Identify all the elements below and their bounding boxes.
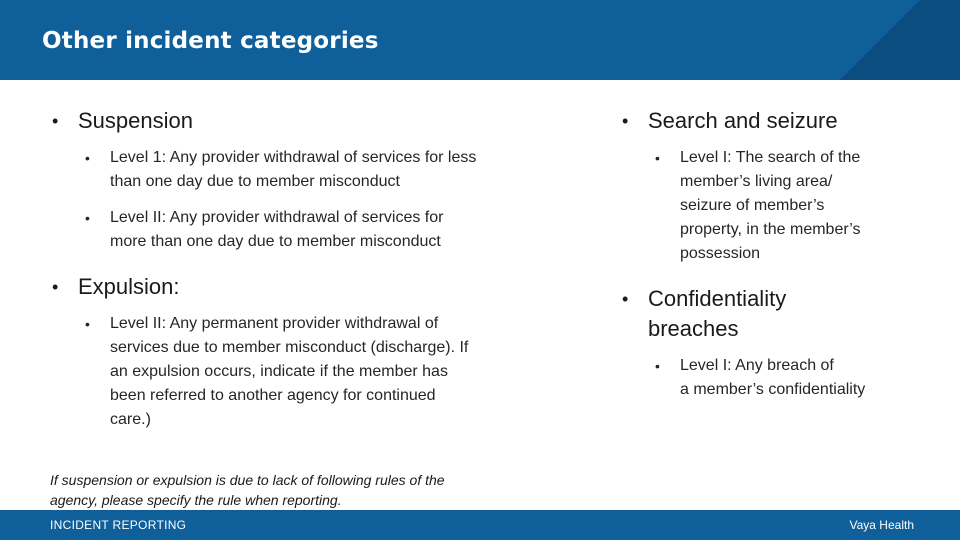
text-line: • Level I: The search of the xyxy=(680,149,861,166)
search-seizure-item xyxy=(622,146,942,266)
footer-bar xyxy=(0,510,960,540)
text-line: seizure of member’s xyxy=(680,197,825,214)
page-title: Other incident categories xyxy=(42,28,379,54)
expulsion-heading: • Expulsion: xyxy=(52,272,552,302)
text-line: • Level 1: Any provider withdrawal of services for less xyxy=(110,149,477,166)
text-line: a member’s confidentiality xyxy=(680,381,866,398)
banner-decoration xyxy=(800,0,960,80)
text-line: property, in the member’s xyxy=(680,221,861,238)
text-line: care.) xyxy=(110,411,151,428)
left-column xyxy=(52,106,552,432)
text-line: an expulsion occurs, indicate if the member has xyxy=(110,363,448,380)
footnote-line: agency, please specify the rule when reporting. xyxy=(50,492,342,508)
right-column xyxy=(622,106,942,402)
text-line: services due to member misconduct (discharge). If xyxy=(110,339,469,356)
footer-section-label: INCIDENT REPORTING xyxy=(50,518,187,532)
suspension-level2-item xyxy=(52,206,552,254)
confidentiality-item xyxy=(622,354,942,402)
text-line: possession xyxy=(680,245,761,262)
text-line: member’s living area/ xyxy=(680,173,833,190)
expulsion-level2-item xyxy=(52,312,552,432)
search-seizure-heading: • Search and seizure xyxy=(622,106,942,136)
title-banner xyxy=(0,0,960,80)
confidentiality-heading xyxy=(622,284,942,344)
text-line: than one day due to member misconduct xyxy=(110,173,400,190)
text-line: more than one day due to member misconduct xyxy=(110,233,441,250)
footnote xyxy=(50,470,510,510)
text-line: • Level II: Any permanent provider withdrawal of xyxy=(110,315,439,332)
heading-line: • Confidentiality xyxy=(648,286,787,311)
footnote-line: If suspension or expulsion is due to lack of following rules of the xyxy=(50,472,445,488)
suspension-heading: • Suspension xyxy=(52,106,552,136)
footer-brand: Vaya Health xyxy=(849,518,914,532)
text-line: • Level II: Any provider withdrawal of services for xyxy=(110,209,444,226)
text-line: • Level I: Any breach of xyxy=(680,357,834,374)
suspension-level1-item xyxy=(52,146,552,194)
heading-line: breaches xyxy=(648,316,739,341)
text-line: been referred to another agency for continued xyxy=(110,387,436,404)
